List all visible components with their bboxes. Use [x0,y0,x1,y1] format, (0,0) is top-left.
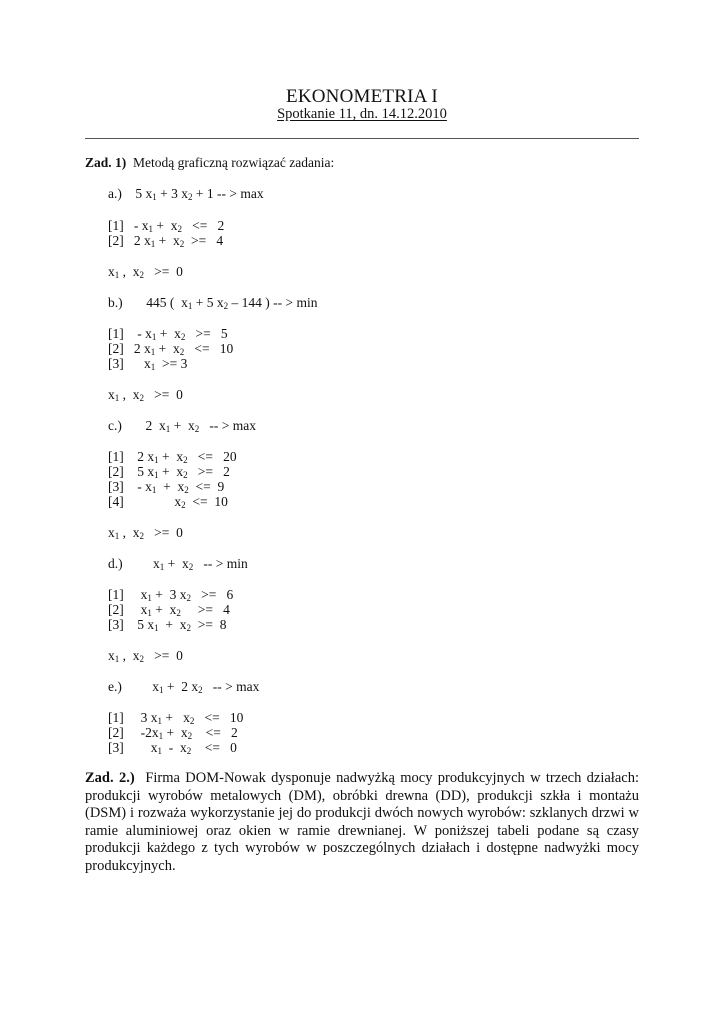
exercise-b-nonnegativity: $x_1$ , $x_2 >= 0$ [108,387,183,403]
zad2-paragraph [85,770,639,876]
zad2-text: Firma DOM-Nowak dysponuje nadwyżką mocy produkcyjnych w trzech działach: produkcji wyrobów metalowych (DM), obróbki drewna (DD), produkcji szkła i montażu (DSM) i rozważa wykorzystanie jej do produkcji dwóch nowych wyrobów: szklanych drzwi w ramie aluminiowej oraz okien w ramie drewnianej. W poniższej tabeli podane są czasy produkcji każdego z tych wyrobów w poszczególnych działach i dostępne nadwyżki mocy produkcyjnych. [85,770,639,874]
page-subtitle: Spotkanie 11, dn. 14.12.2010 [277,106,447,122]
exercise-c-constraint-3: [3] - $x_1 + x_2 <= 9$ [108,479,225,495]
exercise-e-objective: e.) $x_1 + 2$ $x_2$ -- > max [108,679,260,695]
exercise-e-constraint-1: [1] 3 $x_1 + x_2 <= 10$ [108,710,244,726]
exercise-d-objective: d.) $x_1 + x_2$ -- > min [108,556,248,572]
exercise-c-constraint-4: [4] $x_2 <= 10$ [108,494,228,510]
zad2-label: Zad. 2.) [85,770,135,786]
exercise-d-constraint-2: [2] $x_1 + x_2$ >= 4 [108,602,230,618]
exercise-c-constraint-1: [1] 2 $x_1 + x_2 <= 20$ [108,449,237,465]
exercise-a-objective: a.) 5 $x_1 + 3$ $x_2 + 1$ -- > max [108,186,264,202]
exercise-e-constraint-2: [2] $-2x_1 + x_2$ <= 2 [108,725,238,741]
zad1-heading: Zad. 1) Metodą graficzną rozwiązać zadania: [85,155,335,170]
exercise-a-constraint-2: [2] 2 $x_1 + x_2 >= 4$ [108,233,224,249]
exercise-b-constraint-1: [1] - $x_1 + x_2 >= 5$ [108,326,228,342]
exercise-d-nonnegativity: $x_1$ , $x_2 >= 0$ [108,648,183,664]
exercise-e-constraint-3: [3] $x_1 - x_2$ <= 0 [108,740,237,756]
exercise-d-constraint-3: [3] 5 $x_1 + x_2 >= 8$ [108,617,227,633]
header-divider [85,138,639,139]
page-title: EKONOMETRIA I [286,86,438,107]
exercise-c-objective: c.) 2 $x_1 + x_2$ -- > max [108,418,256,434]
exercise-b-constraint-2: [2] 2 $x_1 + x_2 <= 10$ [108,341,234,357]
exercise-b-constraint-3: [3] $x_1 >= 3$ [108,356,188,372]
exercise-a-constraint-1: $[1] - x_1 + x_2 <= 2$ [108,218,225,234]
exercise-a-nonnegativity: $x_1$ , $x_2 >= 0$ [108,264,183,280]
exercise-c-nonnegativity: $x_1$ , $x_2 >= 0$ [108,525,183,541]
exercise-c-constraint-2: [2] 5 $x_1 + x_2 >= 2$ [108,464,230,480]
exercise-b-objective: b.) 445 ( $x_1 + 5$ $x_2 - 144$ ) -- > min [108,295,318,311]
exercise-d-constraint-1: [1] $x_1 + 3$ $x_2 >= 6$ [108,587,234,603]
